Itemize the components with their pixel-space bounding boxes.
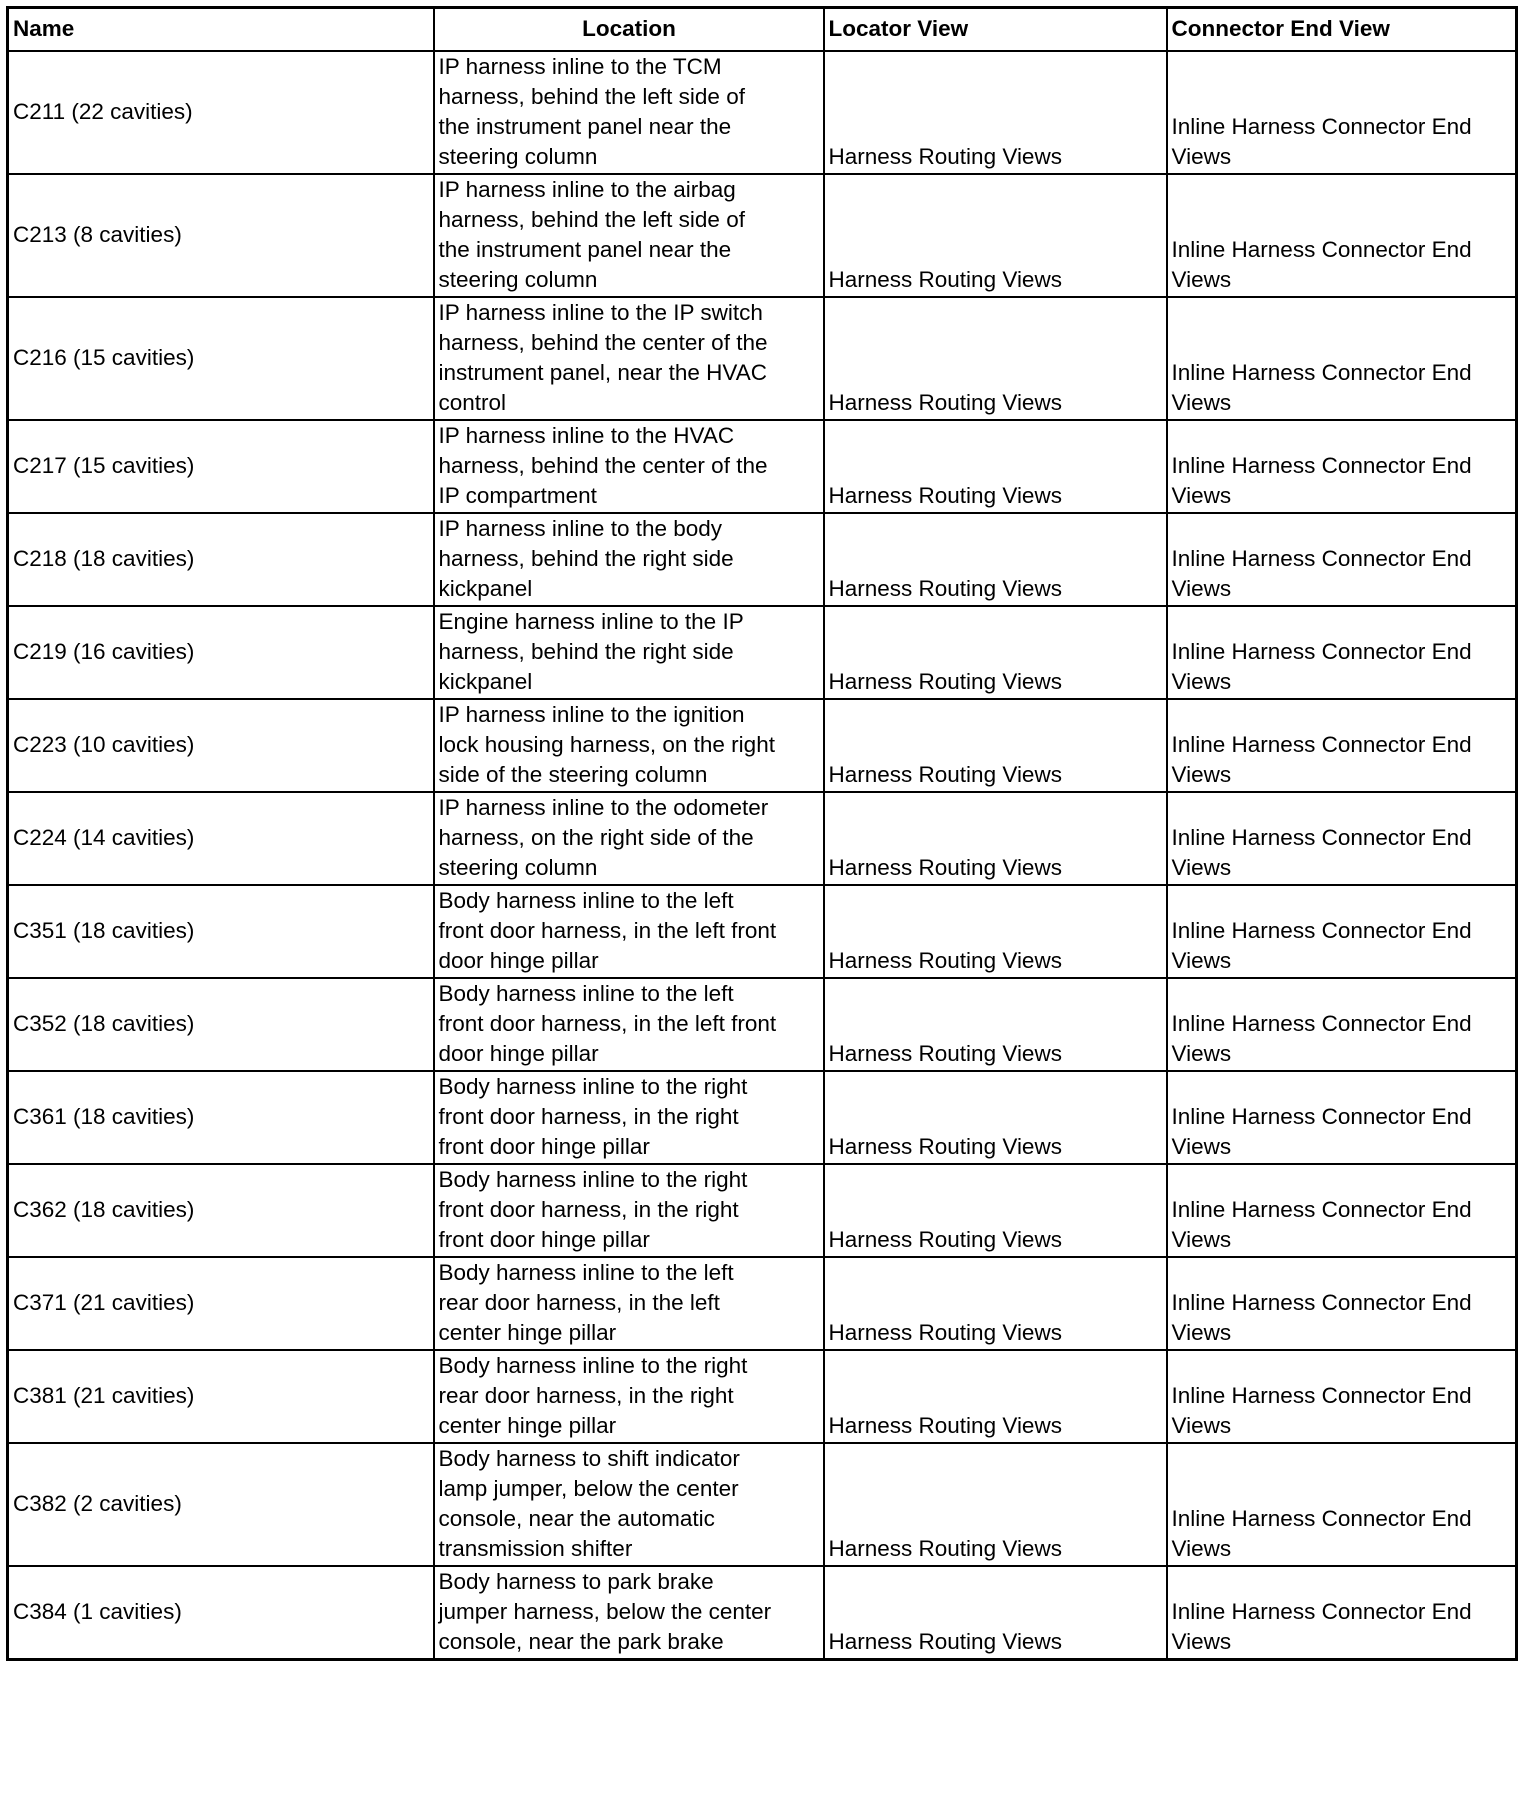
connector-end-view-cell: Inline Harness Connector End Views [1167,1257,1517,1350]
connector-end-view-cell: Inline Harness Connector End Views [1167,174,1517,297]
table-row [8,1164,1517,1257]
locator-view-cell: Harness Routing Views [824,297,1167,420]
location-cell: IP harness inline to the body harness, behind the right side kickpanel [434,513,824,606]
connector-name-cell: C219 (16 cavities) [8,606,434,699]
table-row [8,420,1517,513]
location-cell: Body harness inline to the left front door harness, in the left front door hinge pillar [434,885,824,978]
table-row [8,297,1517,420]
connector-end-view-cell: Inline Harness Connector End Views [1167,792,1517,885]
location-cell: Body harness inline to the left front door harness, in the left front door hinge pillar [434,978,824,1071]
table-row [8,1350,1517,1443]
locator-view-cell: Harness Routing Views [824,420,1167,513]
connector-end-view-cell: Inline Harness Connector End Views [1167,606,1517,699]
location-cell: Body harness inline to the left rear door harness, in the left center hinge pillar [434,1257,824,1350]
table-row [8,1443,1517,1566]
connector-end-view-cell: Inline Harness Connector End Views [1167,885,1517,978]
locator-view-cell: Harness Routing Views [824,978,1167,1071]
table-row [8,51,1517,174]
table-row [8,1566,1517,1660]
table-header-row [8,8,1517,52]
connector-name-cell: C361 (18 cavities) [8,1071,434,1164]
location-cell: Body harness inline to the right front door harness, in the right front door hinge pillar [434,1071,824,1164]
connector-name-cell: C371 (21 cavities) [8,1257,434,1350]
connector-end-view-cell: Inline Harness Connector End Views [1167,978,1517,1071]
locator-view-cell: Harness Routing Views [824,513,1167,606]
connector-end-view-cell: Inline Harness Connector End Views [1167,420,1517,513]
connector-name-cell: C362 (18 cavities) [8,1164,434,1257]
locator-view-cell: Harness Routing Views [824,792,1167,885]
table-row [8,174,1517,297]
table-body [8,51,1517,1660]
connector-name-cell: C351 (18 cavities) [8,885,434,978]
header-location: Location [434,8,824,52]
locator-view-cell: Harness Routing Views [824,1071,1167,1164]
connector-table [6,6,1518,1661]
connector-name-cell: C224 (14 cavities) [8,792,434,885]
table-row [8,1071,1517,1164]
locator-view-cell: Harness Routing Views [824,1443,1167,1566]
connector-name-cell: C216 (15 cavities) [8,297,434,420]
connector-end-view-cell: Inline Harness Connector End Views [1167,51,1517,174]
table-row [8,885,1517,978]
locator-view-cell: Harness Routing Views [824,699,1167,792]
locator-view-cell: Harness Routing Views [824,174,1167,297]
connector-name-cell: C223 (10 cavities) [8,699,434,792]
table-row [8,978,1517,1071]
table-row [8,1257,1517,1350]
locator-view-cell: Harness Routing Views [824,51,1167,174]
table-row [8,606,1517,699]
location-cell: IP harness inline to the ignition lock housing harness, on the right side of the steering column [434,699,824,792]
location-cell: IP harness inline to the IP switch harness, behind the center of the instrument panel, near the HVAC control [434,297,824,420]
location-cell: IP harness inline to the odometer harness, on the right side of the steering column [434,792,824,885]
location-cell: IP harness inline to the HVAC harness, behind the center of the IP compartment [434,420,824,513]
locator-view-cell: Harness Routing Views [824,1257,1167,1350]
connector-end-view-cell: Inline Harness Connector End Views [1167,513,1517,606]
location-cell: Body harness to shift indicator lamp jumper, below the center console, near the automatic transmission shifter [434,1443,824,1566]
table-row [8,513,1517,606]
location-cell: IP harness inline to the airbag harness, behind the left side of the instrument panel near the steering column [434,174,824,297]
connector-end-view-cell: Inline Harness Connector End Views [1167,297,1517,420]
location-cell: Body harness inline to the right rear door harness, in the right center hinge pillar [434,1350,824,1443]
connector-name-cell: C211 (22 cavities) [8,51,434,174]
location-cell: Body harness inline to the right front door harness, in the right front door hinge pillar [434,1164,824,1257]
table-row [8,792,1517,885]
header-connector-end-view: Connector End View [1167,8,1517,52]
connector-end-view-cell: Inline Harness Connector End Views [1167,1566,1517,1660]
locator-view-cell: Harness Routing Views [824,1566,1167,1660]
connector-end-view-cell: Inline Harness Connector End Views [1167,1164,1517,1257]
connector-name-cell: C352 (18 cavities) [8,978,434,1071]
locator-view-cell: Harness Routing Views [824,1350,1167,1443]
locator-view-cell: Harness Routing Views [824,885,1167,978]
connector-name-cell: C218 (18 cavities) [8,513,434,606]
connector-name-cell: C381 (21 cavities) [8,1350,434,1443]
location-cell: Body harness to park brake jumper harness, below the center console, near the park brake [434,1566,824,1660]
locator-view-cell: Harness Routing Views [824,606,1167,699]
connector-name-cell: C213 (8 cavities) [8,174,434,297]
locator-view-cell: Harness Routing Views [824,1164,1167,1257]
location-cell: IP harness inline to the TCM harness, behind the left side of the instrument panel near the steering column [434,51,824,174]
connector-name-cell: C382 (2 cavities) [8,1443,434,1566]
connector-name-cell: C384 (1 cavities) [8,1566,434,1660]
connector-end-view-cell: Inline Harness Connector End Views [1167,1443,1517,1566]
header-name: Name [8,8,434,52]
table-row [8,699,1517,792]
connector-name-cell: C217 (15 cavities) [8,420,434,513]
location-cell: Engine harness inline to the IP harness, behind the right side kickpanel [434,606,824,699]
connector-end-view-cell: Inline Harness Connector End Views [1167,1350,1517,1443]
header-locator-view: Locator View [824,8,1167,52]
connector-end-view-cell: Inline Harness Connector End Views [1167,699,1517,792]
connector-end-view-cell: Inline Harness Connector End Views [1167,1071,1517,1164]
